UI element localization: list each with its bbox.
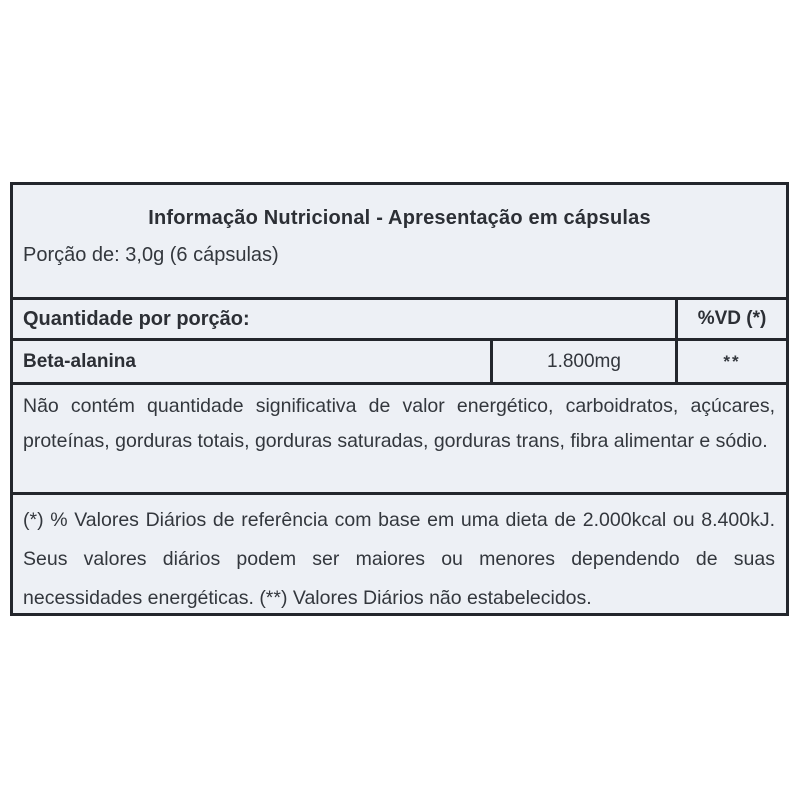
quantity-per-serving-header: Quantidade por porção:	[23, 307, 250, 330]
serving-size-text: Porção de: 3,0g (6 cápsulas)	[23, 244, 279, 266]
nutrient-daily-value-cell: **	[675, 341, 786, 382]
column-header-row	[13, 297, 786, 338]
daily-value-column-header: %VD (*)	[675, 300, 786, 338]
nutrient-name-cell: Beta-alanina	[23, 350, 136, 372]
table-header-section	[13, 185, 786, 297]
nutrition-facts-table	[10, 182, 789, 616]
nutrient-amount-cell: 1.800mg	[490, 341, 675, 382]
no-significant-amounts-note: Não contém quantidade significativa de valor energético, carboidratos, açúcares, proteínas, gorduras totais, gorduras saturadas, gorduras trans, fibra alimentar e sódio.	[13, 382, 786, 492]
daily-values-footnote: (*) % Valores Diários de referência com base em uma dieta de 2.000kcal ou 8.400kJ. Seus valores diários podem ser maiores ou menores dependendo de suas necessidades energéticas. (**) Valores Diários não estabelecidos.	[13, 492, 786, 613]
nutrition-table-title: Informação Nutricional - Apresentação em cápsulas	[148, 207, 651, 229]
table-row	[13, 338, 786, 382]
